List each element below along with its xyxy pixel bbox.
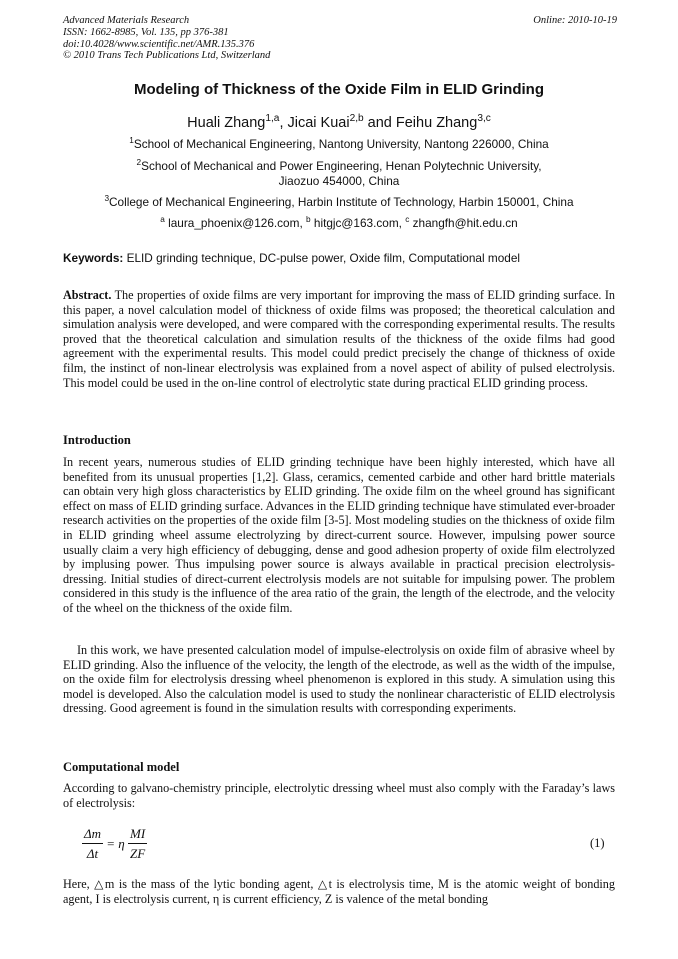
- eq-rhs-fraction: [128, 826, 147, 862]
- journal-doi: doi:10.4028/www.scientific.net/AMR.135.376: [63, 38, 255, 50]
- affiliation-text: School of Mechanical and Power Engineering, Henan Polytechnic University,: [141, 159, 542, 173]
- equation-1: [82, 826, 147, 862]
- author-sup: 1,a: [265, 113, 280, 125]
- author-name: Feihu Zhang: [395, 115, 478, 131]
- email-address[interactable]: zhangfh@hit.edu.cn: [412, 216, 518, 230]
- journal-header: [63, 15, 617, 62]
- author-sep: and: [363, 115, 396, 131]
- equation-number: (1): [590, 836, 605, 850]
- abstract: [63, 288, 615, 390]
- keywords-label: Keywords:: [63, 251, 124, 265]
- introduction-p2-text: In this work, we have presented calculation model of impulse-electrolysis on oxide film of abrasive wheel by ELID grinding. Also the influence of the velocity, the length of the electrode, as well as the width of the impulse, on the oxide film for electrolysis dressing wheel phenomenon is explored in this study. A simulation using this model is developed. Also the calculation model is used to study the nonlinear characteristic of ELID electrolysis dressing. Good agreement is found in the simulation results with corresponding experiments.: [63, 643, 615, 716]
- email-address[interactable]: laura_phoenix@126.com: [168, 216, 300, 230]
- introduction-paragraph-2: [63, 643, 615, 716]
- email-address[interactable]: hitgjc@163.com: [313, 216, 399, 230]
- computational-paragraph-2: Here, △m is the mass of the lytic bonding agent, △t is electrolysis time, M is the atomic weight of bonding agent, I is electrolysis current, η is current efficiency, Z is valence of the metal bonding: [63, 877, 615, 906]
- email-sup: a: [160, 215, 165, 225]
- affiliation-3: [40, 195, 638, 210]
- affiliation-text-line2: Jiaozuo 454000, China: [278, 174, 400, 188]
- eq-lhs-num: Δm: [82, 826, 103, 844]
- computational-paragraph-1: According to galvano-chemistry principle, electrolytic dressing wheel must also comply with the Faraday’s laws of electrolysis:: [63, 781, 615, 810]
- author-sup: 3,c: [477, 113, 491, 125]
- journal-name: Advanced Materials Research: [63, 15, 190, 26]
- paper-title: Modeling of Thickness of the Oxide Film in ELID Grinding: [133, 81, 545, 98]
- email-sup: c: [405, 215, 410, 225]
- affiliation-1: [40, 137, 638, 152]
- author-sup: 2,b: [349, 113, 364, 125]
- journal-copyright: © 2010 Trans Tech Publications Ltd, Switzerland: [63, 50, 271, 62]
- affiliation-2: [40, 159, 638, 189]
- affiliation-sup: 1: [129, 136, 134, 146]
- affiliation-text: School of Mechanical Engineering, Nantong University, Nantong 226000, China: [133, 137, 549, 151]
- author-name: Huali Zhang: [187, 115, 266, 131]
- introduction-paragraph-1: In recent years, numerous studies of ELID grinding technique have been highly interested, which have all benefited from its unusual properties [1,2]. Glass, ceramics, cemented carbide and other hard brittle materials can obtain very high gloss characteristics by ELID grinding. The oxide film on the wheel ground has significant effect on mass of ELID grinding surface. Advances in the ELID grinding technique have stimulated ever-broader research activities on the properties of the oxide film [3-5]. Most modeling studies on the thickness of oxide film in ELID grinding wheel assume electrolyzing by direct-current source. However, impulsing power source usually claim a very high efficiency of debugging, dense and good adhesion property of oxide film electrolyzed by implusing power. Thus impulsing power source is always available in practical precision electrolysis-dressing. Initial studies of direct-current electrolysis models are not suitable for impulsing power. The problem considered in this study is the influence of the area ratio of the grain, the length of the electrode, and the velocity of the wheel on the thickness of the oxide film.: [63, 455, 615, 615]
- eq-lhs-fraction: [82, 826, 103, 862]
- author-name: Jicai Kuai: [287, 115, 350, 131]
- affiliation-sup: 3: [104, 194, 110, 204]
- email-list: $^a$ laura_phoenix@126.com, $^b$ hitgjc@163.com, $^c$ zhangfh@hit.edu.cn: [160, 215, 518, 230]
- eq-equals-eta: = η: [106, 836, 125, 851]
- section-heading-introduction: Introduction: [63, 433, 131, 447]
- affiliation-text: College of Mechanical Engineering, Harbin Institute of Technology, Harbin 150001, China: [109, 195, 574, 209]
- author-sep: ,: [279, 115, 288, 131]
- journal-issn: ISSN: 1662-8985, Vol. 135, pp 376-381: [63, 26, 229, 38]
- keywords-text: ELID grinding technique, DC-pulse power, Oxide film, Computational model: [126, 251, 521, 265]
- author-list: [40, 115, 638, 131]
- affiliation-sup: 2: [136, 158, 142, 168]
- abstract-label: Abstract.: [63, 288, 112, 302]
- online-date: Online: 2010-10-19: [533, 15, 617, 26]
- eq-rhs-den: ZF: [130, 846, 146, 861]
- eq-rhs-num: MI: [128, 826, 147, 844]
- eq-lhs-den: Δt: [86, 846, 99, 861]
- keywords: [63, 251, 623, 265]
- section-heading-computational-model: Computational model: [63, 760, 180, 774]
- abstract-text: The properties of oxide films are very important for improving the mass of ELID grinding surface. In this paper, a novel calculation model of thickness of oxide films was proposed; the theoretical calculation and simulation analysis were developed, and were compared with the corresponding experimental results. The results proved that the theoretical calculation and simulation results of the thickness of the oxide films had good agreement with the experimental results. This model could predict precisely the change of thickness of oxide film, the instinct of non-linear electrolysis was explained from a novel aspect of ability of pulsed electrolysis. This model could be used in the on-line control of electrolytic state during practical ELID grinding process.: [63, 288, 616, 390]
- email-sup: b: [306, 215, 311, 225]
